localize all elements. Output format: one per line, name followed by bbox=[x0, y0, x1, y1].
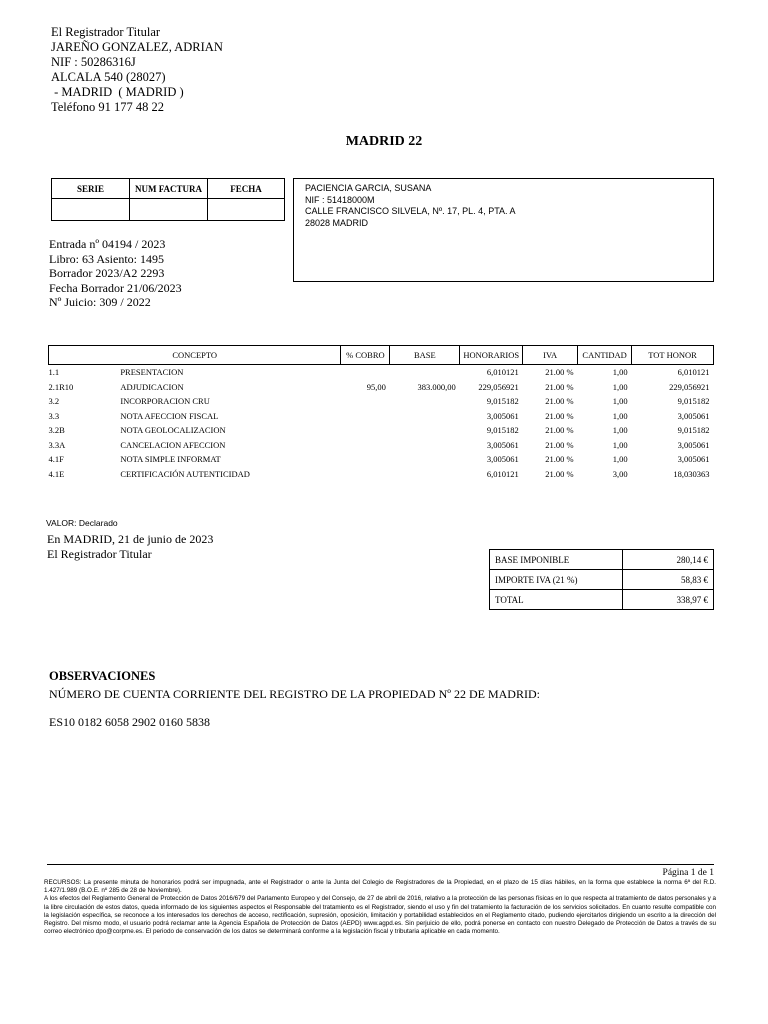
cell-base bbox=[390, 365, 460, 380]
cell-code: 4.1F bbox=[48, 454, 64, 465]
issuer-block bbox=[51, 25, 223, 115]
table-row bbox=[49, 438, 714, 453]
libro-line: Libro: 63 Asiento: 1495 bbox=[49, 251, 164, 266]
cell-iva: 21.00 % bbox=[545, 425, 574, 436]
table-row bbox=[49, 380, 714, 395]
cell-code: 1.1 bbox=[48, 367, 60, 378]
fecha-value bbox=[208, 199, 285, 221]
cell-cantidad: 3,00 bbox=[612, 468, 628, 479]
cell-base bbox=[390, 423, 460, 438]
cell-iva: 21.00 % bbox=[545, 367, 574, 378]
cell-cantidad: 1,00 bbox=[612, 410, 628, 421]
cell-cobro bbox=[341, 394, 390, 409]
signature-role: El Registrador Titular bbox=[47, 547, 152, 561]
cell-code: 4.1E bbox=[48, 468, 65, 479]
cell-base: 383.000,00 bbox=[417, 381, 456, 392]
total-value: 338,97 € bbox=[623, 590, 714, 610]
importe-iva-label: IMPORTE IVA (21 %) bbox=[490, 570, 623, 590]
cell-cantidad: 1,00 bbox=[612, 396, 628, 407]
base-header: BASE bbox=[390, 346, 460, 365]
table-row bbox=[49, 423, 714, 438]
importe-iva-value: 58,83 € bbox=[623, 570, 714, 590]
base-imponible-label: BASE IMPONIBLE bbox=[490, 550, 623, 570]
totals-row bbox=[490, 570, 714, 590]
iva-header: IVA bbox=[523, 346, 578, 365]
cell-base bbox=[390, 409, 460, 424]
valor-label: VALOR: Declarado bbox=[46, 518, 118, 528]
cell-concept: ADJUDICACION bbox=[120, 381, 184, 392]
cell-tot-honor: 3,005061 bbox=[677, 439, 710, 450]
cell-iva: 21.00 % bbox=[545, 468, 574, 479]
cell-tot-honor: 9,015182 bbox=[677, 425, 710, 436]
cell-iva: 21.00 % bbox=[545, 454, 574, 465]
cell-base bbox=[390, 467, 460, 482]
recipient-nif: NIF : 51418000M bbox=[305, 194, 375, 205]
entrada-line: Entrada nº 04194 / 2023 bbox=[49, 237, 166, 251]
cell-cobro bbox=[341, 438, 390, 453]
document-title: MADRID 22 bbox=[345, 134, 423, 149]
cell-cantidad: 1,00 bbox=[612, 425, 628, 436]
cell-concept: INCORPORACION CRU bbox=[120, 396, 210, 407]
place-date-block bbox=[47, 532, 213, 562]
data-protection-paragraph: A los efectos del Reglamento General de Protección de Datos 2016/679 del Parlamento Europeo y del Consejo, de 27 de abril de 2016, relativo a la protección de las personas físicas en lo que respecta al tratamiento de datos personales y a la libre circulación de estos datos, queda informado de los siguientes aspectos el Responsable del tratamiento es el Registrador, siendo el uso y fin del tratamiento la facturación de los servicios solicitados. En cuanto resulte compatible con la legislación específica, se reconoce a los interesados los derechos de acceso, rectificación, supresión, oposición, limitación y portabilidad establecidos en el Reglamento citado, pudiendo ejercitarlos dirigiendo un escrito a la dirección del Registro. Del mismo modo, el usuario podrá reclamar ante la Agencia Española de Protección de Datos (AEPD) www.agpd.es. Sin perjuicio de ello, podrá ponerse en contacto con nuestro Delegado de Protección de Datos a través de su correo electrónico dpo@corpme.es. El periodo de conservación de los datos se determinará conforme a la legislación fiscal y tributaria aplicable en cada momento. bbox=[44, 895, 716, 936]
cell-base bbox=[390, 452, 460, 467]
cell-base bbox=[390, 438, 460, 453]
totals-table bbox=[489, 549, 714, 610]
recipient-name: PACIENCIA GARCIA, SUSANA bbox=[305, 183, 432, 193]
total-label: TOTAL bbox=[490, 590, 623, 610]
legal-notice bbox=[44, 879, 716, 936]
cell-cantidad: 1,00 bbox=[612, 439, 628, 450]
cell-honorarios: 3,005061 bbox=[486, 454, 519, 465]
recursos-paragraph: RECURSOS: La presente minuta de honorarios podrá ser impugnada, ante el Registrador o ante la Junta del Colegio de Registradores de la Propiedad, en el plazo de 15 días hábiles, en la forma que establece la norma 6ª del R.D. 1.427/1.989 (B.O.E. nº 285 de 28 de Noviembre). bbox=[44, 879, 716, 895]
totals-row bbox=[490, 550, 714, 570]
cantidad-header: CANTIDAD bbox=[578, 346, 632, 365]
honorarios-header: HONORARIOS bbox=[460, 346, 523, 365]
cell-concept: CANCELACION AFECCION bbox=[120, 439, 226, 450]
cell-concept: NOTA SIMPLE INFORMAT bbox=[120, 454, 221, 465]
issuer-address: ALCALA 540 (28027) bbox=[51, 70, 166, 84]
borrador-line: Borrador 2023/A2 2293 bbox=[49, 266, 165, 280]
cell-concept: NOTA GEOLOCALIZACION bbox=[120, 425, 226, 436]
cell-cobro bbox=[341, 365, 390, 380]
cobro-header: % COBRO bbox=[341, 346, 390, 365]
cell-honorarios: 3,005061 bbox=[486, 439, 519, 450]
cell-honorarios: 9,015182 bbox=[486, 425, 519, 436]
cell-cantidad: 1,00 bbox=[612, 381, 628, 392]
page-number: Página 1 de 1 bbox=[662, 868, 714, 878]
cell-cobro bbox=[341, 423, 390, 438]
invoice-id-table bbox=[51, 178, 285, 221]
observations-title: OBSERVACIONES bbox=[49, 669, 156, 683]
fecha-borrador-line: Fecha Borrador 21/06/2023 bbox=[49, 280, 182, 295]
serie-value bbox=[52, 199, 130, 221]
cell-iva: 21.00 % bbox=[545, 396, 574, 407]
footer-divider bbox=[47, 864, 714, 865]
concepto-header: CONCEPTO bbox=[49, 346, 341, 365]
cell-honorarios: 6,010121 bbox=[486, 367, 519, 378]
cell-tot-honor: 18,030363 bbox=[673, 468, 710, 479]
issuer-phone: Teléfono 91 177 48 22 bbox=[51, 100, 164, 114]
cell-cobro: 95,00 bbox=[366, 381, 386, 392]
concepts-body bbox=[49, 365, 714, 482]
cell-cantidad: 1,00 bbox=[612, 367, 628, 378]
cell-code: 3.2B bbox=[48, 425, 65, 436]
observations-text: NÚMERO DE CUENTA CORRIENTE DEL REGISTRO DE LA PROPIEDAD Nº 22 DE MADRID: bbox=[49, 687, 540, 701]
cell-honorarios: 9,015182 bbox=[486, 396, 519, 407]
fecha-header: FECHA bbox=[208, 179, 285, 199]
recipient-box bbox=[293, 178, 714, 282]
issuer-name: JAREÑO GONZALEZ, ADRIAN bbox=[51, 40, 223, 54]
issuer-city: - MADRID ( MADRID ) bbox=[51, 85, 184, 99]
cell-concept: NOTA AFECCION FISCAL bbox=[120, 410, 219, 421]
cell-concept: CERTIFICACIÓN AUTENTICIDAD bbox=[120, 468, 250, 479]
cell-honorarios: 229,056921 bbox=[478, 381, 519, 392]
serie-header: SERIE bbox=[52, 179, 130, 199]
cell-tot-honor: 6,010121 bbox=[677, 367, 710, 378]
cell-code: 3.3A bbox=[48, 439, 66, 450]
registry-info bbox=[49, 237, 182, 310]
table-row bbox=[49, 452, 714, 467]
cell-code: 3.2 bbox=[48, 396, 60, 407]
cell-tot-honor: 9,015182 bbox=[677, 396, 710, 407]
cell-code: 2.1R10 bbox=[48, 381, 74, 392]
issuer-nif: NIF : 50286316J bbox=[51, 55, 136, 69]
cell-code: 3.3 bbox=[48, 410, 60, 421]
cell-cobro bbox=[341, 409, 390, 424]
cell-base bbox=[390, 394, 460, 409]
cell-tot-honor: 229,056921 bbox=[669, 381, 710, 392]
recipient-postal: 28028 MADRID bbox=[305, 217, 369, 228]
cell-concept: PRESENTACION bbox=[120, 367, 184, 378]
cell-tot-honor: 3,005061 bbox=[677, 454, 710, 465]
issuer-role: El Registrador Titular bbox=[51, 25, 161, 39]
cell-honorarios: 3,005061 bbox=[486, 410, 519, 421]
place-date: En MADRID, 21 de junio de 2023 bbox=[47, 532, 214, 546]
concepts-table bbox=[48, 345, 714, 481]
cell-cobro bbox=[341, 452, 390, 467]
cell-iva: 21.00 % bbox=[545, 439, 574, 450]
bank-account: ES10 0182 6058 2902 0160 5838 bbox=[49, 715, 211, 729]
table-row bbox=[49, 394, 714, 409]
base-imponible-value: 280,14 € bbox=[623, 550, 714, 570]
table-row bbox=[49, 409, 714, 424]
cell-iva: 21.00 % bbox=[545, 381, 574, 392]
num-factura-header: NUM FACTURA bbox=[130, 179, 208, 199]
cell-cantidad: 1,00 bbox=[612, 454, 628, 465]
cell-tot-honor: 3,005061 bbox=[677, 410, 710, 421]
num-factura-value bbox=[130, 199, 208, 221]
totals-row bbox=[490, 590, 714, 610]
cell-honorarios: 6,010121 bbox=[486, 468, 519, 479]
juicio-line: Nº Juicio: 309 / 2022 bbox=[49, 295, 151, 309]
table-row bbox=[49, 467, 714, 482]
cell-cobro bbox=[341, 467, 390, 482]
recipient-address: CALLE FRANCISCO SILVELA, Nº. 17, PL. 4, PTA. A bbox=[305, 206, 516, 216]
cell-iva: 21.00 % bbox=[545, 410, 574, 421]
tot-honor-header: TOT HONOR bbox=[632, 346, 714, 365]
table-row bbox=[49, 365, 714, 380]
